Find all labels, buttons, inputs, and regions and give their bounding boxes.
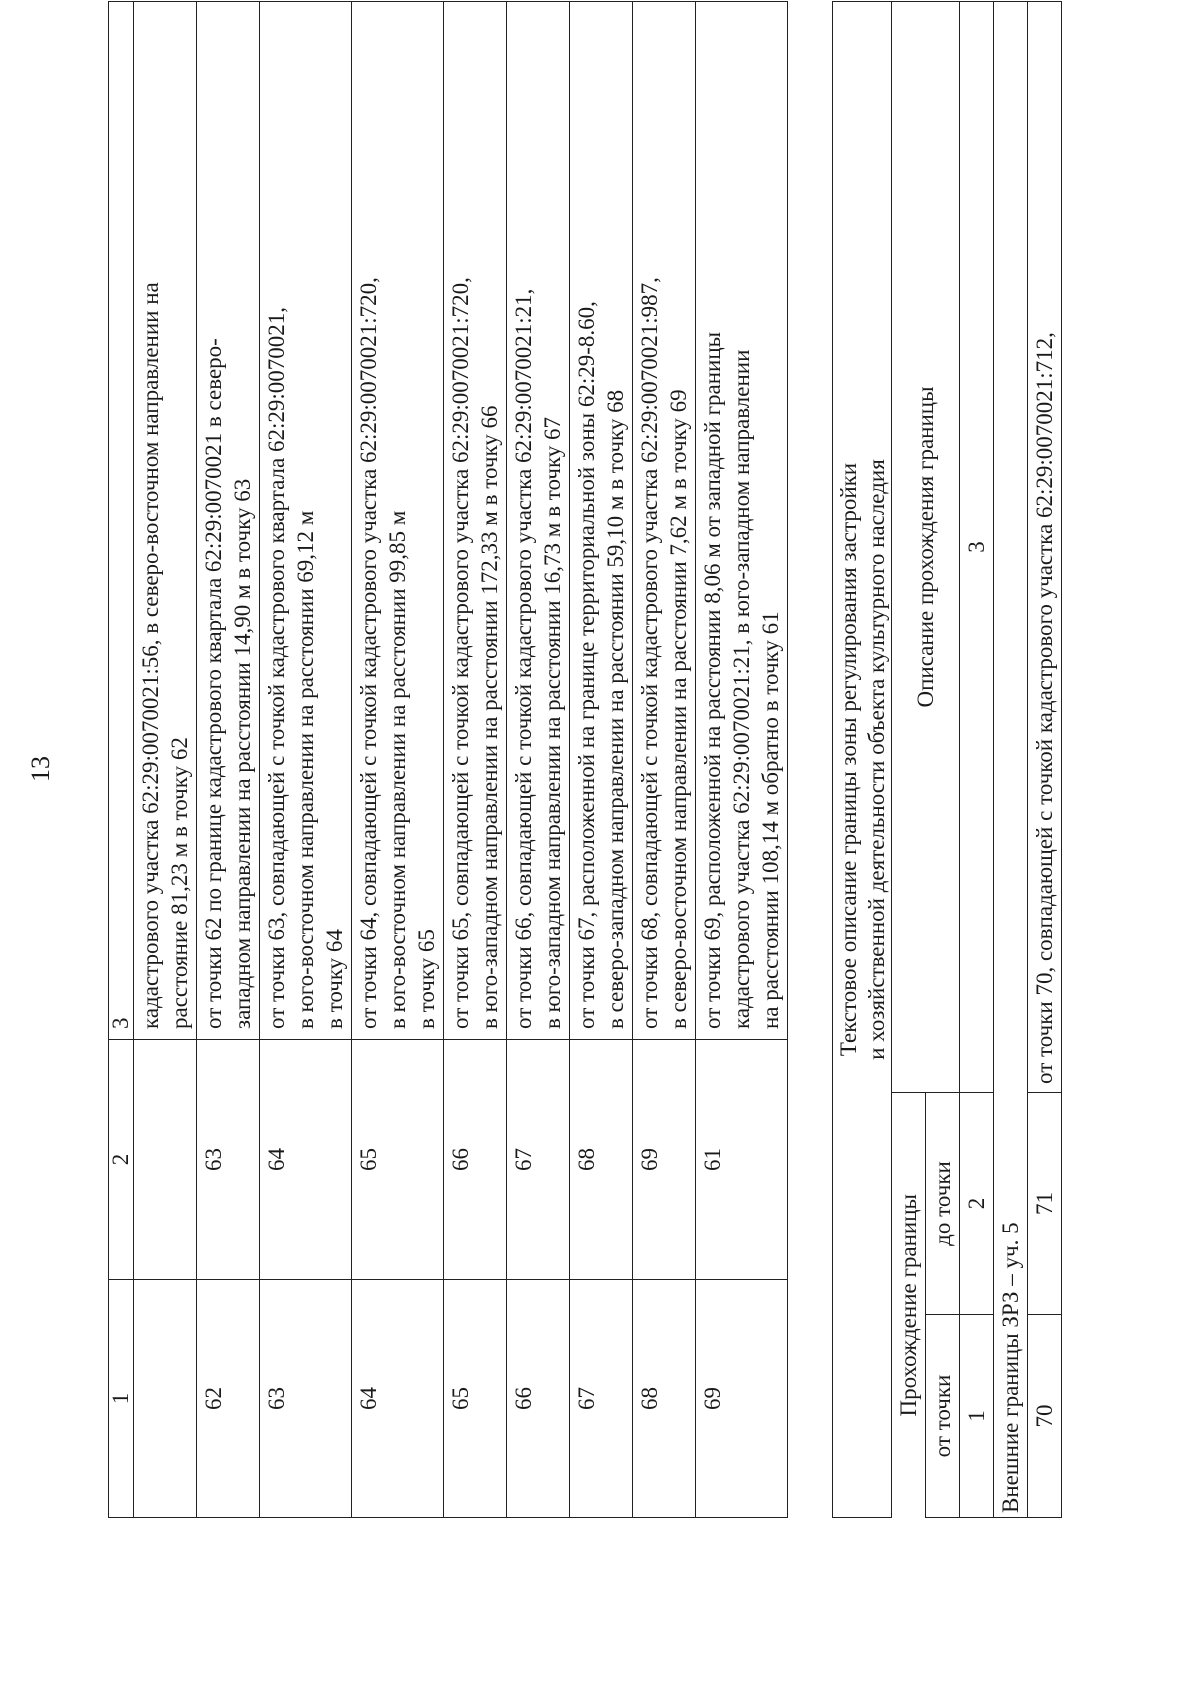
table-row: [444, 2, 507, 1518]
boundary-description: [507, 2, 570, 1040]
description-line: расстояние 81,23 м в точку 62: [167, 737, 192, 1029]
column-number-1: 1: [960, 1315, 994, 1518]
column-number-1: 1: [109, 1280, 134, 1518]
row-from: 70: [1028, 1315, 1062, 1518]
from-point: 67: [570, 1280, 633, 1518]
to-point: 68: [570, 1040, 633, 1280]
boundary-description: [444, 2, 507, 1040]
description-line: от точки 69, расположенной на расстоянии 8,06 м от западной границы: [700, 331, 725, 1029]
description-line: в северо-восточном направлении на расстоянии 7,62 м в точку 69: [666, 389, 691, 1029]
table-title-line1: Текстовое описание границы зоны регулирования застройки: [836, 462, 861, 1057]
from-point: 63: [260, 1280, 352, 1518]
row-to: 71: [1028, 1093, 1062, 1315]
description-line: от точки 63, совпадающей с точкой кадастрового квартала 62:29:0070021,: [264, 307, 289, 1029]
boundary-description: [570, 2, 633, 1040]
to-point: 66: [444, 1040, 507, 1280]
row-description: от точки 70, совпадающей с точкой кадастрового участка 62:29:0070021:712,: [1028, 2, 1062, 1093]
to-point: [134, 1040, 197, 1280]
from-point: 62: [197, 1280, 260, 1518]
boundary-description: [633, 2, 696, 1040]
boundary-description: [134, 2, 197, 1040]
to-point: 69: [633, 1040, 696, 1280]
description-line: в северо-западном направлении на расстоянии 59,10 м в точку 68: [603, 389, 628, 1029]
table-row: [696, 2, 788, 1518]
from-point: 66: [507, 1280, 570, 1518]
to-point: 61: [696, 1040, 788, 1280]
table-title-line2: и хозяйственной деятельности объекта культурного наследия: [864, 459, 889, 1060]
description-line: в точку 65: [414, 929, 439, 1029]
description-line: от точки 67, расположенной на границе территориальной зоны 62:29-8.60,: [574, 301, 599, 1029]
description-line: на расстоянии 108,14 м обратно в точку 61: [758, 611, 783, 1029]
table-row: [570, 2, 633, 1518]
header-to-point: до точки: [926, 1093, 960, 1315]
description-line: в юго-западном направлении на расстоянии 16,73 м в точку 67: [540, 416, 565, 1029]
boundary-description: [696, 2, 788, 1040]
description-line: западном направлении на расстоянии 14,90 м в точку 63: [230, 478, 255, 1029]
table-title: [833, 2, 892, 1518]
table-row: [260, 2, 352, 1518]
section-heading: Внешние границы ЗРЗ – уч. 5: [994, 2, 1028, 1518]
description-line: от точки 68, совпадающей с точкой кадастрового участка 62:29:0070021:987,: [637, 277, 662, 1029]
column-number-3: 3: [109, 2, 134, 1040]
description-line: кадастрового участка 62:29:0070021:21, в юго-западном направлении: [729, 349, 754, 1029]
table-row: [134, 2, 197, 1518]
to-point: 64: [260, 1040, 352, 1280]
description-line: от точки 62 по границе кадастрового квартала 62:29:0070021 в северо-: [201, 338, 226, 1029]
boundary-description: [260, 2, 352, 1040]
from-point: 69: [696, 1280, 788, 1518]
column-number-3: 3: [960, 2, 994, 1093]
to-point: 63: [197, 1040, 260, 1280]
from-point: 68: [633, 1280, 696, 1518]
boundary-description: [197, 2, 260, 1040]
description-line: кадастрового участка 62:29:0070021:56, в северо-восточном направлении на: [138, 282, 163, 1029]
table-row: [197, 2, 260, 1518]
description-line: в юго-западном направлении на расстоянии 172,33 м в точку 66: [477, 405, 502, 1029]
column-number-row: [109, 2, 134, 1518]
column-number-2: 2: [109, 1040, 134, 1280]
zone-description-table: [832, 1, 1062, 1518]
description-line: в юго-восточном направлении на расстоянии 99,85 м: [385, 510, 410, 1029]
from-point: [134, 1280, 197, 1518]
to-point: 67: [507, 1040, 570, 1280]
from-point: 64: [352, 1280, 444, 1518]
table-row: [352, 2, 444, 1518]
table-row: [633, 2, 696, 1518]
description-line: от точки 66, совпадающей с точкой кадастрового участка 62:29:0070021:21,: [511, 288, 536, 1029]
from-point: 65: [444, 1280, 507, 1518]
description-line: в точку 64: [322, 929, 347, 1029]
description-line: от точки 64, совпадающей с точкой кадастрового участка 62:29:0070021:720,: [356, 277, 381, 1029]
page-number: 13: [26, 756, 55, 782]
header-boundary-description: Описание прохождения границы: [892, 2, 960, 1093]
column-number-2: 2: [960, 1093, 994, 1315]
description-line: от точки 65, совпадающей с точкой кадастрового участка 62:29:0070021:720,: [448, 277, 473, 1029]
header-boundary-passage: Прохождение границы: [892, 1093, 926, 1518]
to-point: 65: [352, 1040, 444, 1280]
description-line: в юго-восточном направлении на расстоянии 69,12 м: [293, 510, 318, 1029]
boundary-table: [108, 1, 788, 1518]
header-from-point: от точки: [926, 1315, 960, 1518]
boundary-description: [352, 2, 444, 1040]
table-row: [507, 2, 570, 1518]
